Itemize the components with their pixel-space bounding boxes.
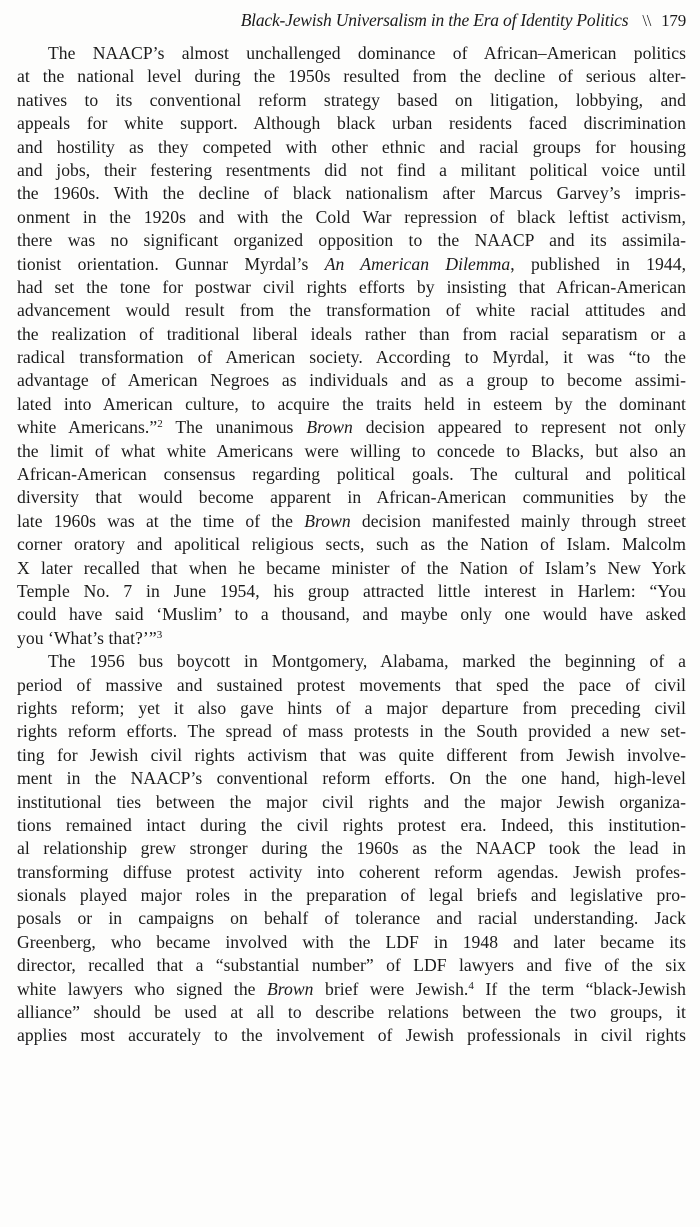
text-line: diversity that would become apparent in African-American communities by the: [17, 487, 686, 508]
footnote-ref: 3: [156, 628, 163, 641]
text-line: applies most accurately to the involvement of Jewish professionals in civil rights: [17, 1025, 686, 1046]
text-line: natives to its conventional reform strategy based on litigation, lobbying, and: [17, 89, 686, 110]
text-line: advantage of American Negroes as individuals and as a group to become assimi-: [17, 370, 686, 391]
text-line: rights reform efforts. The spread of mass protests in the South provided a new set-: [17, 721, 686, 742]
text-line: had set the tone for postwar civil rights efforts by insisting that African-American: [17, 276, 686, 297]
text-line: [17, 253, 686, 276]
text-line: The NAACP’s almost unchallenged dominance of African–American politics: [48, 43, 686, 63]
text-run: white lawyers who signed the: [17, 978, 267, 999]
page-number: 179: [661, 11, 686, 30]
text-line: advancement would result from the transformation of white racial attitudes and: [17, 300, 686, 321]
text-line: director, recalled that a “substantial number” of LDF lawyers and five of the six: [17, 955, 686, 976]
text-line: Greenberg, who became involved with the LDF in 1948 and later became its: [17, 931, 686, 952]
text-line: transforming diffuse protest activity into coherent reform agendas. Jewish profes-: [17, 861, 686, 882]
text-line: X later recalled that when he became minister of the Nation of Islam’s New York: [17, 557, 686, 578]
text-run: you ‘What’s that?’”: [17, 627, 157, 648]
text-line: [17, 510, 686, 533]
text-line: and hostility as they competed with other ethnic and racial groups for housing: [17, 136, 686, 157]
text-line: ting for Jewish civil rights activism that was quite different from Jewish involve-: [17, 744, 686, 765]
text-line: alliance” should be used at all to describe relations between the two groups, it: [17, 1002, 686, 1023]
running-head: [241, 10, 686, 31]
text-line: institutional ties between the major civil rights and the major Jewish organiza-: [17, 791, 686, 812]
italic-title: Brown: [306, 417, 353, 438]
text-line: [17, 416, 686, 439]
text-run: brief were Jewish.: [313, 978, 469, 999]
text-line: al relationship grew stronger during the 1960s as the NAACP took the lead in: [17, 838, 686, 859]
text-line: African-American consensus regarding political goals. The cultural and political: [17, 464, 686, 485]
text-line: [17, 627, 686, 650]
text-line: the 1960s. With the decline of black nationalism after Marcus Garvey’s impris-: [17, 183, 686, 204]
text-line: posals or in campaigns on behalf of tolerance and racial understanding. Jack: [17, 908, 686, 929]
body-text: [17, 42, 686, 1048]
text-line: radical transformation of American society. According to Myrdal, it was “to the: [17, 347, 686, 368]
text-line: rights reform; yet it also gave hints of a major departure from preceding civil: [17, 697, 686, 718]
italic-title: Brown: [267, 978, 314, 999]
text-line: appeals for white support. Although black urban residents faced discrimination: [17, 113, 686, 134]
text-line: lated into American culture, to acquire the traits held in esteem by the dominant: [17, 393, 686, 414]
text-line: corner oratory and apolitical religious sects, such as the Nation of Islam. Malcolm: [17, 534, 686, 555]
footnote-ref: 4: [468, 979, 474, 992]
text-line: there was no significant organized opposition to the NAACP and its assimila-: [17, 230, 686, 251]
text-line: onment in the 1920s and with the Cold War repression of black leftist activism,: [17, 206, 686, 227]
text-line: period of massive and sustained protest movements that sped the pace of civil: [17, 674, 686, 695]
running-head-title: Black-Jewish Universalism in the Era of Identity Politics: [240, 10, 629, 30]
text-line: Temple No. 7 in June 1954, his group attracted little interest in Harlem: “You: [17, 580, 686, 601]
text-line: tions remained intact during the civil rights protest era. Indeed, this institution-: [17, 814, 686, 835]
text-run: The unanimous: [162, 417, 307, 438]
footnote-ref: 2: [157, 418, 163, 431]
running-head-separator: \\: [642, 11, 652, 30]
text-run: , published in 1944,: [510, 253, 687, 274]
text-line: could have said ‘Muslim’ to a thousand, and maybe only one would have asked: [17, 604, 686, 625]
text-run: decision appeared to represent not only: [352, 417, 686, 438]
text-line: the realization of traditional liberal ideals rather than from racial separatism or a: [17, 323, 686, 344]
italic-title: Brown: [304, 510, 351, 531]
text-run: decision manifested mainly through street: [350, 510, 687, 531]
text-run: tionist orientation. Gunnar Myrdal’s: [17, 253, 325, 274]
text-run: late 1960s was at the time of the: [17, 510, 305, 531]
text-line: ment in the NAACP’s conventional reform efforts. On the one hand, high-level: [17, 768, 686, 789]
text-line: and jobs, their festering resentments did not find a militant political voice until: [17, 159, 686, 180]
text-line: [17, 978, 686, 1001]
text-run: white Americans.”: [17, 417, 158, 438]
text-line: the limit of what white Americans were willing to concede to Blacks, but also an: [17, 440, 686, 461]
text-line: The 1956 bus boycott in Montgomery, Alabama, marked the beginning of a: [48, 651, 686, 672]
text-line: sionals played major roles in the preparation of legal briefs and legislative pro-: [17, 885, 686, 906]
text-run: If the term “black-Jewish: [473, 978, 686, 999]
italic-title: An American Dilemma: [324, 253, 511, 274]
text-line: at the national level during the 1950s resulted from the decline of serious alter-: [17, 66, 686, 87]
